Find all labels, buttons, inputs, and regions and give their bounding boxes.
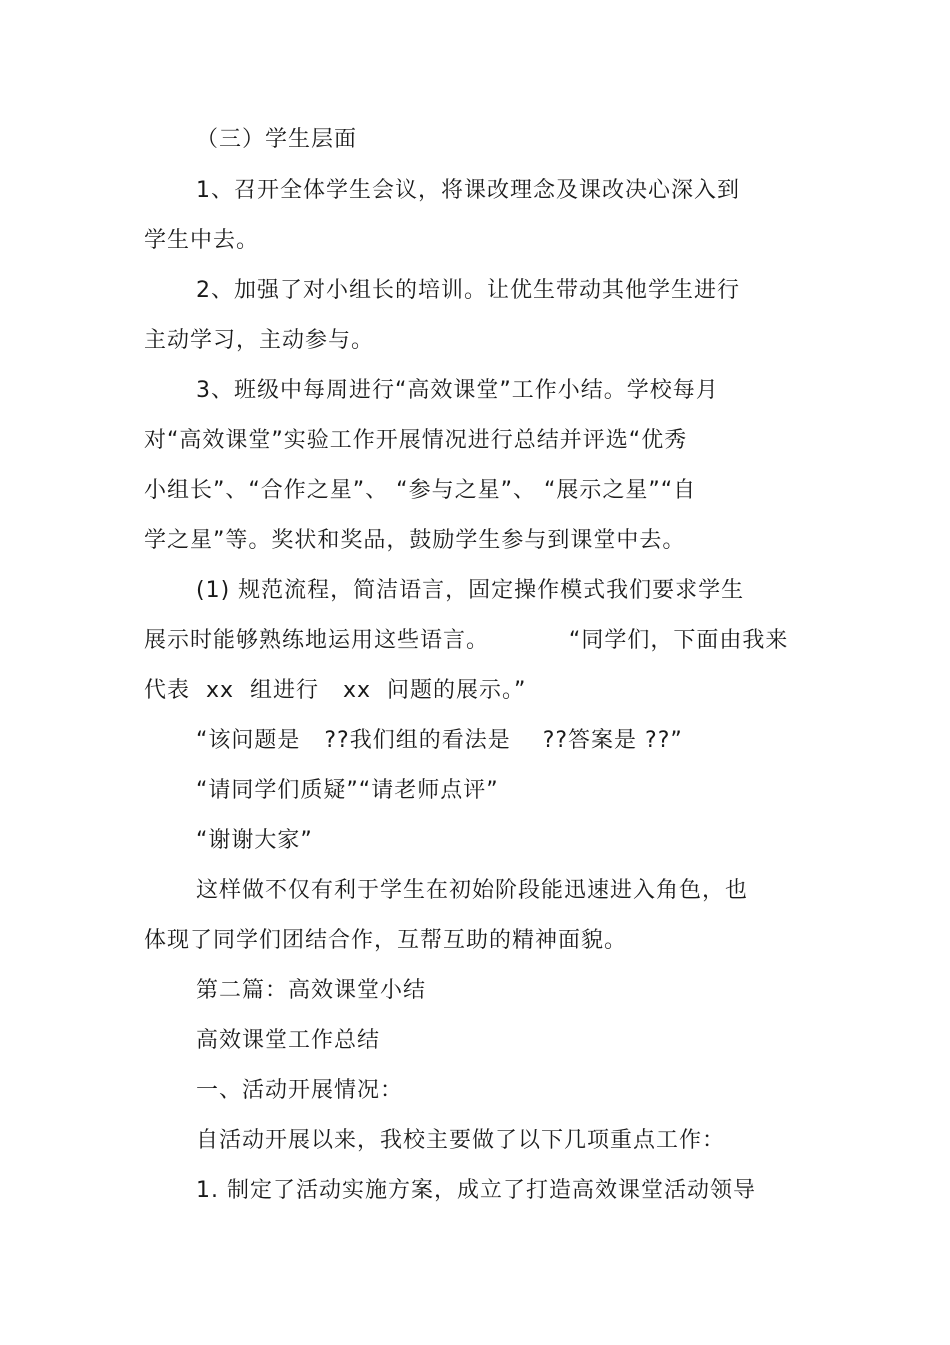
paragraph-line: 2、加强了对小组长的培训。让优生带动其他学生进行 xyxy=(196,278,740,303)
paragraph-line: 3、班级中每周进行“高效课堂”工作小结。学校每月 xyxy=(196,378,719,403)
chapter-heading: 第二篇：高效课堂小结 xyxy=(196,978,427,1003)
summary-title: 高效课堂工作总结 xyxy=(196,1028,381,1053)
section-heading-activities: 一、活动开展情况： xyxy=(196,1078,404,1103)
list-item-line: 1. 制定了活动实施方案，成立了打造高效课堂活动领导 xyxy=(196,1178,756,1203)
paragraph-line: 小组长”、“合作之星”、 “参与之星”、 “展示之星”“自 xyxy=(144,478,697,503)
paragraph-line: 这样做不仅有利于学生在初始阶段能迅速进入角色，也 xyxy=(196,878,749,903)
paragraph-line: 展示时能够熟练地运用这些语言。 “同学们，下面由我来 xyxy=(144,628,789,653)
paragraph-line: 代表 xx 组进行 xx 问题的展示。” xyxy=(144,678,527,703)
paragraph-line: 自活动开展以来，我校主要做了以下几项重点工作： xyxy=(196,1128,726,1153)
section-heading-student-level: （三）学生层面 xyxy=(196,127,358,152)
paragraph-line: 主动学习，主动参与。 xyxy=(144,328,375,353)
paragraph-line: (1) 规范流程，简洁语言，固定操作模式我们要求学生 xyxy=(196,578,745,603)
quote-line: “谢谢大家” xyxy=(196,828,313,853)
paragraph-line: 体现了同学们团结合作，互帮互助的精神面貌。 xyxy=(144,928,628,953)
paragraph-line: 学生中去。 xyxy=(144,228,260,253)
paragraph-line: 对“高效课堂”实验工作开展情况进行总结并评选“优秀 xyxy=(144,428,688,453)
quote-line: “请同学们质疑”“请老师点评” xyxy=(196,778,499,803)
paragraph-line: 学之星”等。奖状和奖品，鼓励学生参与到课堂中去。 xyxy=(144,528,686,553)
quote-line: “该问题是 ??我们组的看法是 ??答案是 ??” xyxy=(196,728,683,753)
paragraph-line: 1、召开全体学生会议，将课改理念及课改决心深入到 xyxy=(196,178,740,203)
